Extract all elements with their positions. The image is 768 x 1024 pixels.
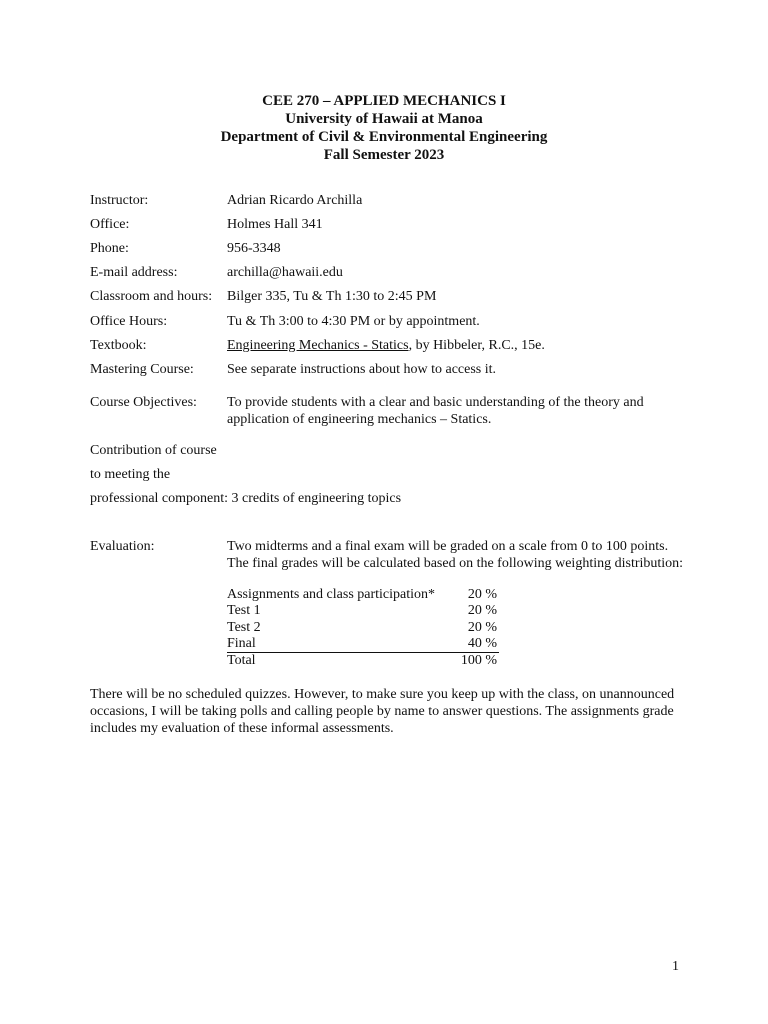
- mastering-value: See separate instructions about how to access it.: [227, 362, 497, 377]
- university-name: University of Hawaii at Manoa: [285, 111, 483, 127]
- document-header: [0, 92, 768, 164]
- email-value: archilla@hawaii.edu: [227, 265, 343, 280]
- textbook-label: Textbook:: [90, 338, 147, 353]
- weight-row: [227, 587, 499, 603]
- instructor-value: Adrian Ricardo Archilla: [227, 193, 363, 208]
- weight-row: [227, 603, 499, 619]
- textbook-value: [227, 337, 687, 355]
- weight-row-final: [227, 636, 499, 653]
- weight-percent: 20 %: [467, 603, 497, 619]
- weighting-table: [227, 587, 499, 669]
- weight-name: Test 1: [227, 603, 261, 619]
- weight-row-total: [227, 653, 499, 669]
- evaluation-label: Evaluation:: [90, 539, 155, 554]
- quizzes-paragraph: There will be no scheduled quizzes. However, to make sure you keep up with the class, on unannounced occasions, I will be taking polls and calling people by name to answer questions. The assignments grade includes my evaluation of these informal assessments.: [90, 687, 675, 736]
- weight-row: [227, 620, 499, 636]
- weight-name: Total: [227, 653, 256, 669]
- contribution-line-2: to meeting the: [90, 467, 171, 482]
- office-label: Office:: [90, 217, 130, 232]
- weight-percent: 100 %: [460, 653, 497, 669]
- textbook-author: , by Hibbeler, R.C., 15e.: [408, 338, 545, 353]
- weight-name: Test 2: [227, 619, 261, 635]
- mastering-label: Mastering Course:: [90, 362, 194, 377]
- page-number: 1: [672, 959, 679, 974]
- weight-name: Final: [227, 635, 256, 651]
- weight-name: Assignments and class participation*: [227, 587, 436, 602]
- classroom-label: Classroom and hours:: [90, 289, 213, 304]
- instructor-label: Instructor:: [90, 193, 149, 208]
- office-hours-value: Tu & Th 3:00 to 4:30 PM or by appointment.: [227, 314, 480, 329]
- classroom-value: Bilger 335, Tu & Th 1:30 to 2:45 PM: [227, 289, 437, 304]
- contribution-line-3: professional component: 3 credits of engineering topics: [90, 491, 402, 506]
- office-hours-label: Office Hours:: [90, 314, 168, 329]
- weight-percent: 20 %: [467, 619, 497, 635]
- phone-label: Phone:: [90, 241, 129, 256]
- weight-percent: 40 %: [467, 635, 497, 651]
- weight-percent: 20 %: [467, 587, 497, 602]
- objectives-label: Course Objectives:: [90, 395, 197, 410]
- email-label: E-mail address:: [90, 265, 178, 280]
- contribution-line-1: Contribution of course: [90, 443, 217, 458]
- semester: Fall Semester 2023: [323, 147, 445, 163]
- evaluation-text: Two midterms and a final exam will be graded on a scale from 0 to 100 points. The final grades will be calculated based on the following weighting distribution:: [227, 539, 684, 571]
- office-value: Holmes Hall 341: [227, 217, 323, 232]
- course-title: CEE 270 – APPLIED MECHANICS I: [262, 93, 506, 109]
- department-name: Department of Civil & Environmental Engineering: [220, 129, 548, 145]
- textbook-title: Engineering Mechanics - Statics: [227, 338, 409, 353]
- objectives-value: To provide students with a clear and basic understanding of the theory and application of engineering mechanics – Statics.: [227, 395, 644, 427]
- phone-value: 956-3348: [227, 241, 281, 256]
